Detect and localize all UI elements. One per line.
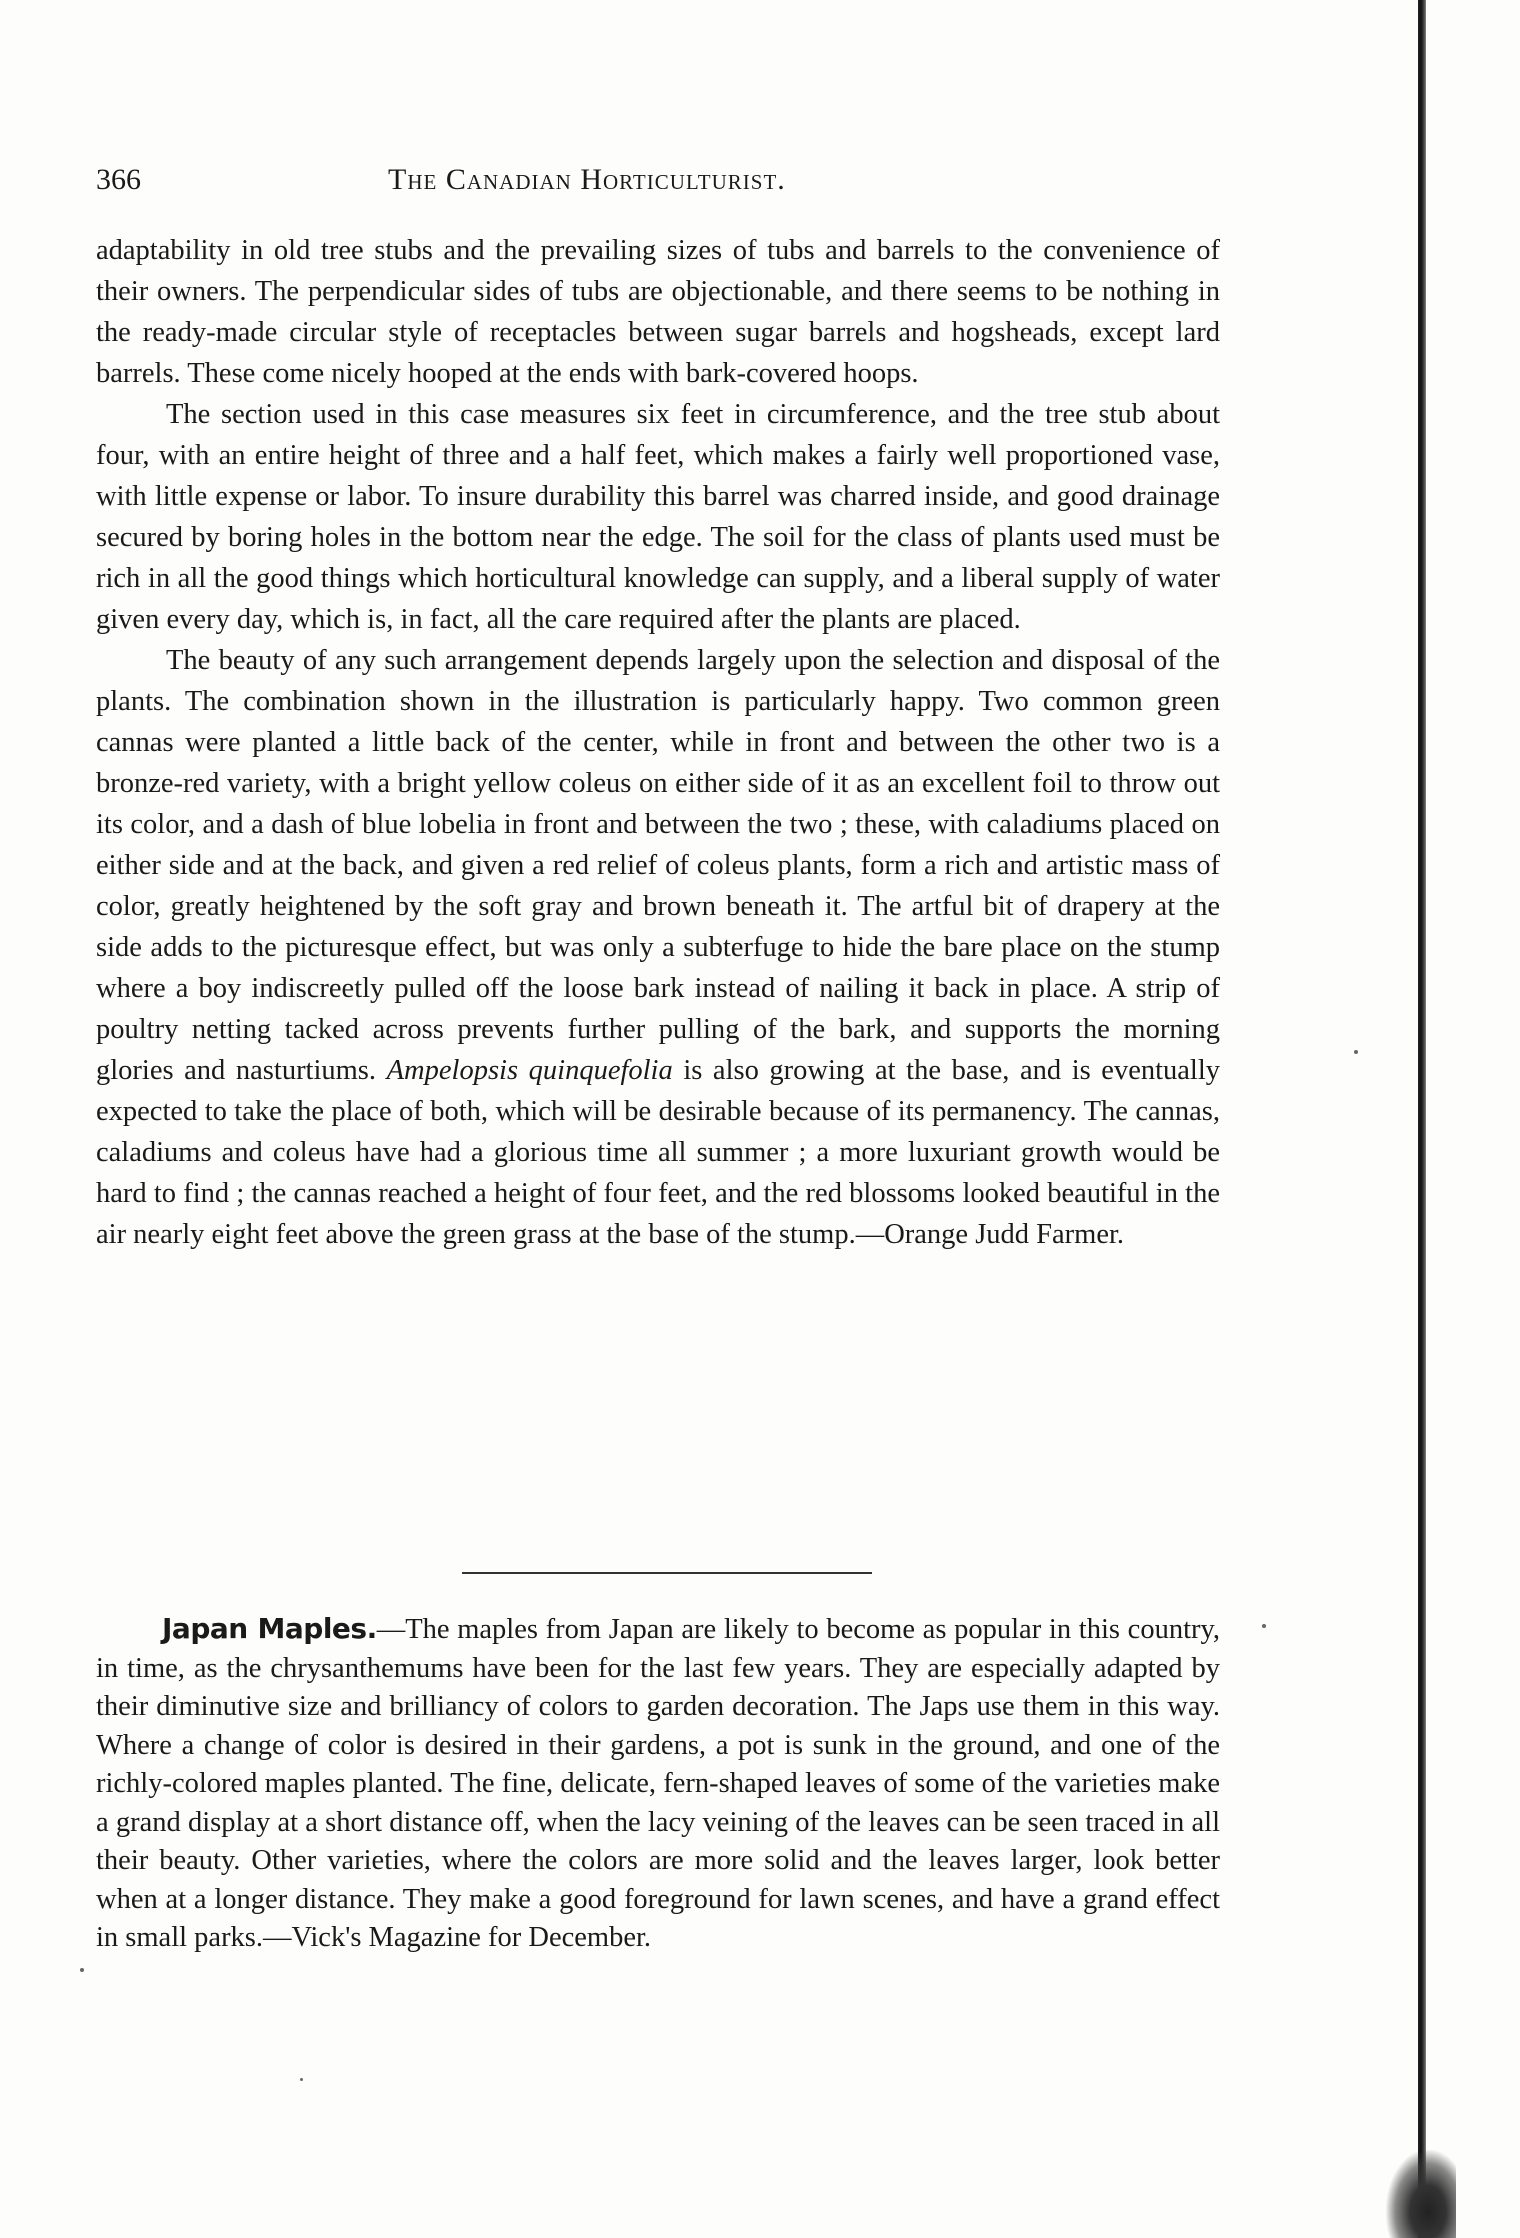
paragraph-text: The beauty of any such arrangement depends largely upon the selection and disposal of the plants. The combination shown in the illustration is particularly happy. Two common green cannas were planted a little back of the center, while in front and between the other two is a bronze-red variety, with a bright yellow coleus on either side of it as an excellent foil to throw out its color, and a dash of blue lobelia in front and between the two ; these, with caladiums placed on either side and at the back, and given a red relief of coleus plants, form a rich and artistic mass of color, greatly heightened by the soft gray and brown beneath it. The artful bit of drapery at the side adds to the picturesque effect, but was only a subterfuge to hide the bare place on the stump where a boy indiscreetly pulled off the loose bark instead of nailing it back in place. A strip of poultry netting tacked across prevents further pulling of the bark, and supports the morning glories and nasturtiums.	[96, 645, 1220, 1086]
article-japan-maples	[96, 1610, 1220, 1958]
paragraph: adaptability in old tree stubs and the prevailing sizes of tubs and barrels to the convenience of their owners. The perpendicular sides of tubs are objectionable, and there seems to be nothing in the ready-made circular style of receptacles between sugar barrels and hogsheads, except lard barrels. These come nicely hooped at the ends with bark-covered hoops.	[96, 235, 1220, 389]
species-name: Ampelopsis quinquefolia	[386, 1055, 673, 1086]
page-edge-tear	[1386, 2150, 1456, 2238]
scan-speck	[300, 2078, 303, 2081]
section-divider	[462, 1572, 872, 1574]
journal-title: The Canadian Horticulturist.	[388, 163, 786, 196]
scan-speck	[1354, 1050, 1358, 1054]
scan-speck	[80, 1968, 84, 1972]
paragraph-text: —The maples from Japan are likely to become as popular in this country, in time, as the chrysanthemums have been for the last few years. They are especially adapted by their diminutive size and brilliancy of colors to garden decoration. The Japs use them in this way. Where a change of color is desired in their gardens, a pot is sunk in the ground, and one of the richly-colored maples planted. The fine, delicate, fern-shaped leaves of some of the varieties make a grand display at a short distance off, when the lacy veining of the leaves can be seen traced in all their beauty. Other varieties, where the colors are more solid and the leaves larger, look better when at a longer distance. They make a good foreground for lawn scenes, and have a grand effect in small parks.—Vick's Magazine for December.	[96, 1614, 1220, 1953]
paragraph	[96, 640, 1220, 1255]
scan-speck	[1262, 1624, 1266, 1628]
article-continued	[96, 230, 1220, 1255]
paragraph: The section used in this case measures six feet in circumference, and the tree stub about four, with an entire height of three and a half feet, which makes a fairly well proportioned vase, with little expense or labor. To insure durability this barrel was charred inside, and good drainage secured by boring holes in the bottom near the edge. The soil for the class of plants used must be rich in all the good things which horticultural knowledge can supply, and a liberal supply of water given every day, which is, in fact, all the care required after the plants are placed.	[96, 399, 1220, 635]
paragraph	[96, 1610, 1220, 1958]
running-head	[96, 160, 1231, 200]
paragraph-text: is also growing at the base, and is eventually expected to take the place of both, which will be desirable because of its permanency. The cannas, caladiums and coleus have had a glorious time all summer ; a more luxuriant growth would be hard to find ; the cannas reached a height of four feet, and the red blossoms looked beautiful in the air nearly eight feet above the green grass at the base of the stump.—Orange Judd Farmer.	[96, 1055, 1221, 1250]
article-heading: Japan Maples.	[162, 1612, 377, 1645]
page-number: 366	[96, 163, 141, 196]
page-edge	[1418, 0, 1426, 2238]
